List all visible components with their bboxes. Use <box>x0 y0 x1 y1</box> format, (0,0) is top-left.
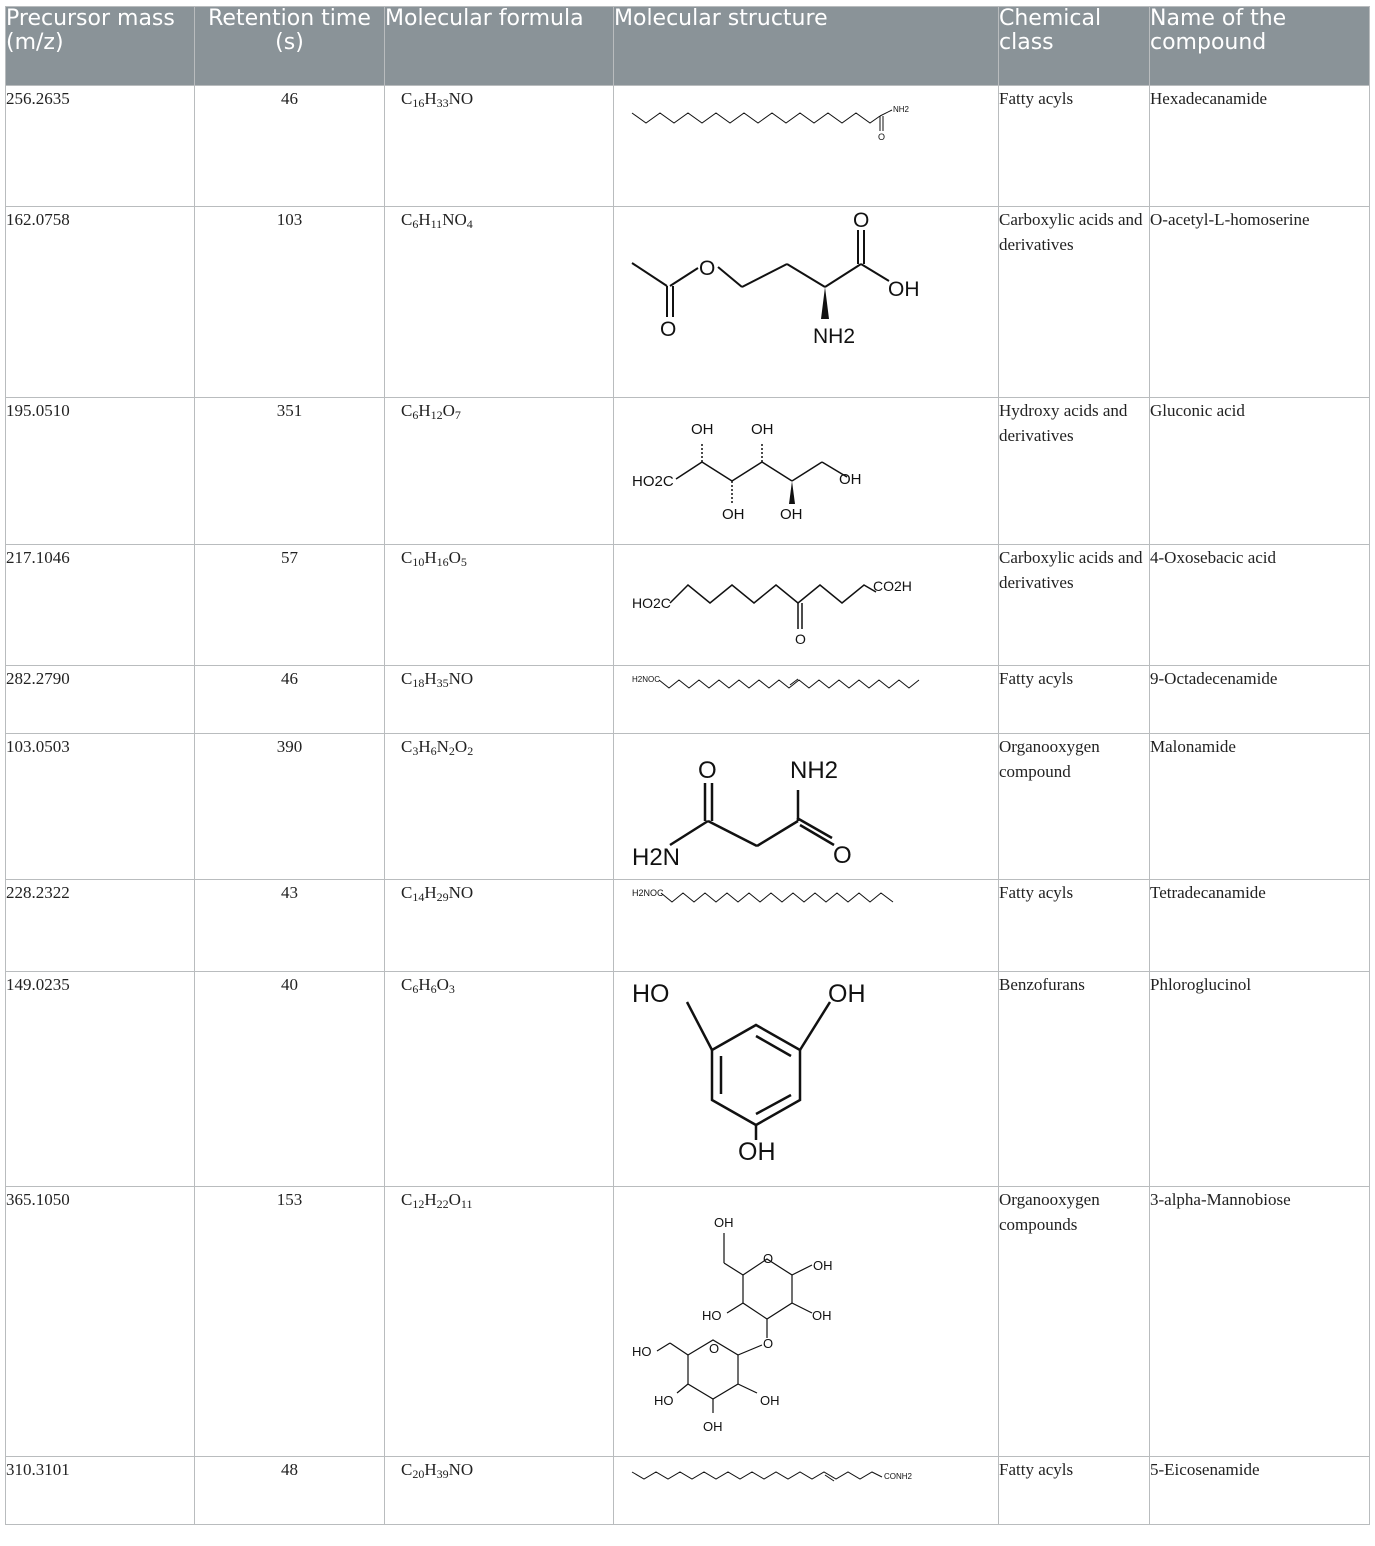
table-row <box>6 972 1370 1187</box>
structure-cell <box>614 880 999 972</box>
table-row <box>6 545 1370 666</box>
header-row <box>6 7 1370 86</box>
table-header <box>6 7 1370 86</box>
table-row <box>6 1457 1370 1525</box>
svg-text:HO2C: HO2C <box>632 595 671 611</box>
retention-time-cell: 390 <box>195 734 385 880</box>
svg-text:NH2: NH2 <box>813 325 856 348</box>
table-row <box>6 398 1370 545</box>
svg-text:O: O <box>853 209 870 232</box>
chemical-class-cell: Fatty acyls <box>999 666 1150 734</box>
chemical-class-cell: Fatty acyls <box>999 880 1150 972</box>
svg-text:O: O <box>795 631 806 647</box>
svg-text:CO2H: CO2H <box>873 578 912 594</box>
structure-cell <box>614 666 999 734</box>
formula-cell: $C_{16}H_{33}NO$ <box>385 86 614 207</box>
chemical-class-cell: Fatty acyls <box>999 1457 1150 1525</box>
retention-time-cell: 153 <box>195 1187 385 1457</box>
acetylhomoserine-structure <box>632 209 952 353</box>
retention-time-cell: 57 <box>195 545 385 666</box>
header-precursor-mass: Precursor mass (m/z) <box>6 7 195 86</box>
svg-text:HO2C: HO2C <box>632 473 674 490</box>
svg-text:OH: OH <box>780 506 803 523</box>
table-row <box>6 1187 1370 1457</box>
compound-name-cell: O-acetyl-L-homoserine <box>1150 207 1370 398</box>
precursor-mass-cell: 149.0235 <box>6 972 195 1187</box>
formula-cell: $C_3H_6N_2O_2$ <box>385 734 614 880</box>
precursor-mass-cell: 228.2322 <box>6 880 195 972</box>
header-retention-time: Retention time (s) <box>195 7 385 86</box>
svg-text:OH: OH <box>691 421 714 438</box>
svg-text:O: O <box>878 132 886 142</box>
table-row <box>6 880 1370 972</box>
structure-cell <box>614 86 999 207</box>
compound-name-cell: Phloroglucinol <box>1150 972 1370 1187</box>
svg-text:H2N: H2N <box>632 844 681 871</box>
formula-cell: $C_{20}H_{39}NO$ <box>385 1457 614 1525</box>
phloroglucinol-structure <box>632 978 892 1168</box>
precursor-mass-cell: 310.3101 <box>6 1457 195 1525</box>
chemical-class-cell: Fatty acyls <box>999 86 1150 207</box>
svg-text:OH: OH <box>813 1258 833 1273</box>
compound-name-cell: Tetradecanamide <box>1150 880 1370 972</box>
svg-text:O: O <box>660 318 677 341</box>
svg-text:NH2: NH2 <box>893 105 910 114</box>
svg-text:H2NOC: H2NOC <box>632 675 661 684</box>
svg-text:O: O <box>698 757 717 784</box>
formula-cell: $C_6H_{11}NO_4$ <box>385 207 614 398</box>
chemical-class-cell: Organooxygen compound <box>999 734 1150 880</box>
structure-cell <box>614 972 999 1187</box>
eicosenamide-structure <box>632 1463 932 1493</box>
compound-name-cell: 9-Octadecenamide <box>1150 666 1370 734</box>
tetradecanamide-structure <box>632 886 912 916</box>
compound-name-cell: 3-alpha-Mannobiose <box>1150 1187 1370 1457</box>
formula-cell: $C_{18}H_{35}NO$ <box>385 666 614 734</box>
compound-table <box>5 6 1370 1525</box>
svg-text:OH: OH <box>839 471 862 488</box>
svg-text:HO: HO <box>632 980 670 1008</box>
svg-text:OH: OH <box>714 1215 734 1230</box>
structure-cell <box>614 1187 999 1457</box>
svg-text:O: O <box>833 842 852 869</box>
precursor-mass-cell: 365.1050 <box>6 1187 195 1457</box>
compound-name-cell: Malonamide <box>1150 734 1370 880</box>
svg-text:OH: OH <box>812 1308 832 1323</box>
retention-time-cell: 46 <box>195 86 385 207</box>
precursor-mass-cell: 217.1046 <box>6 545 195 666</box>
table-row <box>6 207 1370 398</box>
structure-cell <box>614 545 999 666</box>
table-row <box>6 666 1370 734</box>
table-row <box>6 86 1370 207</box>
svg-text:OH: OH <box>828 980 866 1008</box>
chemical-class-cell: Carboxylic acids and derivatives <box>999 207 1150 398</box>
structure-cell <box>614 207 999 398</box>
header-chemical-class: Chemical class <box>999 7 1150 86</box>
svg-text:H2NOC: H2NOC <box>632 888 664 898</box>
chemical-class-cell: Organooxygen compounds <box>999 1187 1150 1457</box>
svg-text:HO: HO <box>702 1308 722 1323</box>
octadecenamide-structure <box>632 672 932 702</box>
formula-cell: $C_6H_{12}O_7$ <box>385 398 614 545</box>
svg-text:CONH2: CONH2 <box>884 1472 913 1481</box>
hexadecanamide-structure <box>632 92 932 152</box>
svg-text:HO: HO <box>632 1344 652 1359</box>
precursor-mass-cell: 103.0503 <box>6 734 195 880</box>
oxosebacic-acid-structure <box>632 551 932 651</box>
formula-cell: $C_{14}H_{29}NO$ <box>385 880 614 972</box>
svg-text:OH: OH <box>722 506 745 523</box>
svg-text:NH2: NH2 <box>790 757 839 784</box>
svg-text:OH: OH <box>738 1138 776 1166</box>
chemical-class-cell: Carboxylic acids and derivatives <box>999 545 1150 666</box>
formula-cell: $C_{10}H_{16}O_5$ <box>385 545 614 666</box>
svg-text:OH: OH <box>703 1419 723 1434</box>
svg-text:HO: HO <box>654 1393 674 1408</box>
malonamide-structure <box>632 740 892 872</box>
svg-text:O: O <box>699 257 716 280</box>
compound-name-cell: 5-Eicosenamide <box>1150 1457 1370 1525</box>
retention-time-cell: 43 <box>195 880 385 972</box>
retention-time-cell: 48 <box>195 1457 385 1525</box>
retention-time-cell: 46 <box>195 666 385 734</box>
svg-text:O: O <box>763 1336 774 1351</box>
header-compound-name: Name of the compound <box>1150 7 1370 86</box>
formula-cell: $C_6H_6O_3$ <box>385 972 614 1187</box>
compound-name-cell: Hexadecanamide <box>1150 86 1370 207</box>
table-row <box>6 734 1370 880</box>
structure-cell <box>614 1457 999 1525</box>
mannobiose-structure <box>632 1193 892 1438</box>
retention-time-cell: 103 <box>195 207 385 398</box>
precursor-mass-cell: 256.2635 <box>6 86 195 207</box>
chemical-class-cell: Benzofurans <box>999 972 1150 1187</box>
header-molecular-structure: Molecular structure <box>614 7 999 86</box>
svg-text:OH: OH <box>760 1393 780 1408</box>
precursor-mass-cell: 162.0758 <box>6 207 195 398</box>
formula-cell: $C_{12}H_{22}O_{11}$ <box>385 1187 614 1457</box>
header-molecular-formula: Molecular formula <box>385 7 614 86</box>
retention-time-cell: 40 <box>195 972 385 1187</box>
svg-text:OH: OH <box>751 421 774 438</box>
structure-cell <box>614 734 999 880</box>
svg-text:O: O <box>709 1341 720 1356</box>
compound-name-cell: Gluconic acid <box>1150 398 1370 545</box>
precursor-mass-cell: 282.2790 <box>6 666 195 734</box>
svg-text:OH: OH <box>888 278 920 301</box>
retention-time-cell: 351 <box>195 398 385 545</box>
svg-text:O: O <box>763 1251 774 1266</box>
structure-cell <box>614 398 999 545</box>
compound-name-cell: 4-Oxosebacic acid <box>1150 545 1370 666</box>
gluconic-acid-structure <box>632 404 892 523</box>
precursor-mass-cell: 195.0510 <box>6 398 195 545</box>
chemical-class-cell: Hydroxy acids and derivatives <box>999 398 1150 545</box>
